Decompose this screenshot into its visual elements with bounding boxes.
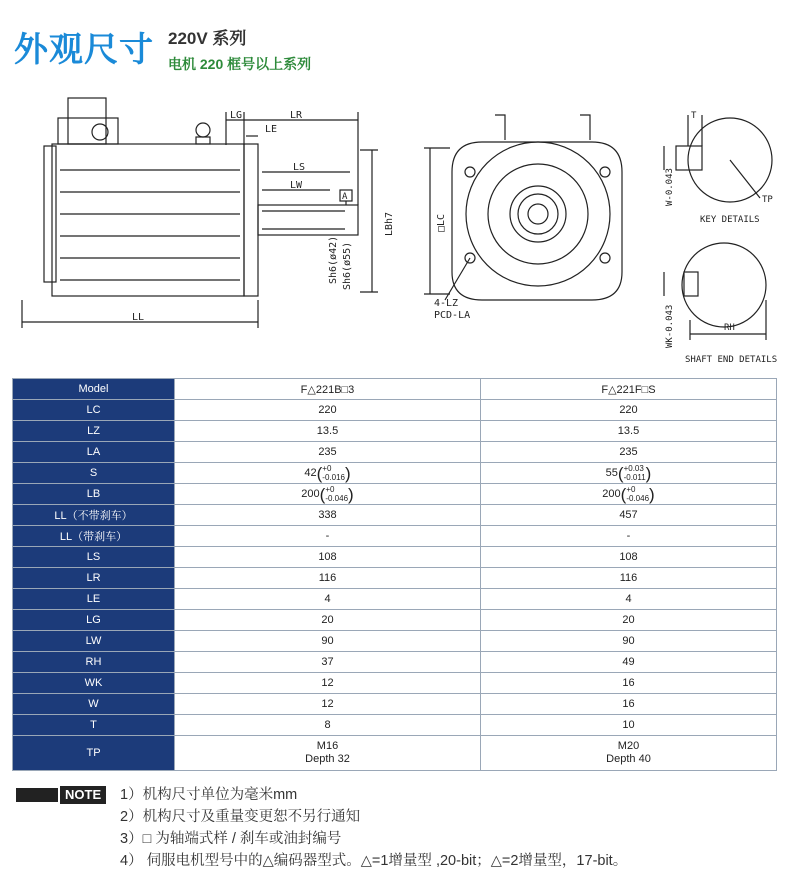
table-cell: 4 [175, 589, 481, 610]
holes-label: 4-LZ [434, 298, 459, 309]
table-row [13, 736, 777, 771]
table-row [13, 589, 777, 610]
w-label: W-0.043 [665, 168, 675, 206]
spec-table-body [13, 400, 777, 771]
page-title: 外观尺寸 [14, 31, 154, 69]
table-cell: 16 [481, 673, 777, 694]
table-cell: 220 [175, 400, 481, 421]
table-cell [175, 736, 481, 771]
row-label: LB [13, 484, 175, 505]
table-cell: 220 [481, 400, 777, 421]
row-label: W [13, 694, 175, 715]
note-item: 3）□ 为轴端式样 / 刹车或油封编号 [120, 831, 342, 847]
tp-label: TP [762, 195, 773, 205]
table-cell: 108 [175, 547, 481, 568]
table-row [13, 421, 777, 442]
table-row [13, 526, 777, 547]
table-header-row [13, 379, 777, 400]
row-label: LG [13, 610, 175, 631]
shaft-dia-label-1: Sh6(ø42) [328, 235, 339, 284]
t-label: T [691, 111, 697, 121]
tolerance-value: 55 ( +0.03 -0.011 ) [605, 463, 652, 483]
table-row [13, 715, 777, 736]
row-label: LL（不带刹车） [13, 505, 175, 526]
lw-label: LW [290, 180, 303, 191]
table-cell: 13.5 [175, 421, 481, 442]
row-label: RH [13, 652, 175, 673]
table-row [13, 400, 777, 421]
row-label: T [13, 715, 175, 736]
table-cell: 49 [481, 652, 777, 673]
row-label: LA [13, 442, 175, 463]
table-cell: 10 [481, 715, 777, 736]
frame-subtitle: 电机 220 框号以上系列 [168, 56, 312, 72]
table-cell: 108 [481, 547, 777, 568]
note-item: 4） 伺服电机型号中的△编码器型式。△=1增量型 ,20-bit；△=2增量型，17-bit。 [120, 853, 628, 869]
table-row [13, 442, 777, 463]
le-label: LE [265, 124, 278, 135]
upper-tolerance: +0 [325, 485, 335, 494]
pcd-label: PCD-LA [434, 310, 471, 321]
notes-list [120, 784, 627, 872]
row-label: LL（带刹车） [13, 526, 175, 547]
table-cell: 13.5 [481, 421, 777, 442]
pencil-icon [16, 788, 58, 802]
table-row [13, 694, 777, 715]
shaft-end-view [664, 243, 766, 340]
table-cell: 235 [481, 442, 777, 463]
table-cell: 116 [481, 568, 777, 589]
table-row [13, 610, 777, 631]
table-row [13, 505, 777, 526]
table-cell: - [481, 526, 777, 547]
lr-label: LR [290, 110, 303, 121]
table-cell [481, 736, 777, 771]
column-header: F△221B□3 [175, 379, 481, 400]
ls-label: LS [293, 162, 306, 173]
row-label: LW [13, 631, 175, 652]
upper-tolerance: +0 [322, 464, 332, 473]
table-cell: 116 [175, 568, 481, 589]
tolerance-value: 200 ( +0 -0.046 ) [602, 484, 655, 504]
table-cell: 16 [481, 694, 777, 715]
nominal-value: 200 [602, 488, 621, 500]
key-details-view [664, 115, 772, 202]
cell-line: Depth 40 [606, 753, 651, 765]
table-cell [175, 484, 481, 505]
rh-label: RH [724, 323, 735, 333]
column-header: F△221F□S [481, 379, 777, 400]
table-cell: 37 [175, 652, 481, 673]
cell-line: Depth 32 [305, 753, 350, 765]
row-label: LZ [13, 421, 175, 442]
table-cell: 4 [481, 589, 777, 610]
front-view [424, 115, 622, 300]
note-item: 2）机构尺寸及重量变更恕不另行通知 [120, 809, 361, 825]
table-cell [481, 484, 777, 505]
row-label: S [13, 463, 175, 484]
key-details-caption: KEY DETAILS [700, 215, 760, 225]
table-cell: - [175, 526, 481, 547]
table-row [13, 652, 777, 673]
cell-line: M20 [617, 740, 640, 752]
datum-label: A [342, 192, 348, 202]
nominal-value: 200 [301, 488, 320, 500]
note-label: NOTE [60, 786, 106, 804]
table-cell: 90 [481, 631, 777, 652]
table-cell: 8 [175, 715, 481, 736]
table-row [13, 463, 777, 484]
lower-tolerance: -0.011 [623, 473, 646, 482]
row-label: LE [13, 589, 175, 610]
ll-label: LL [132, 312, 145, 323]
table-cell: 235 [175, 442, 481, 463]
row-label: LR [13, 568, 175, 589]
shaft-end-caption: SHAFT END DETAILS [685, 355, 778, 365]
row-label: LC [13, 400, 175, 421]
dimension-drawing [0, 80, 790, 375]
lc-label: □LC [436, 213, 447, 232]
table-cell: 20 [175, 610, 481, 631]
row-label: LS [13, 547, 175, 568]
series-label: 220V 系列 [168, 29, 247, 48]
tolerance-value: 200 ( +0 -0.046 ) [301, 484, 354, 504]
row-label: TP [13, 736, 175, 771]
lg-label: LG [230, 110, 243, 121]
table-cell [481, 463, 777, 484]
tolerance-value: 42 ( +0 -0.016 ) [304, 463, 351, 483]
upper-tolerance: +0.03 [623, 464, 644, 473]
lb-label: LBh7 [384, 211, 395, 236]
nominal-value: 55 [605, 467, 618, 479]
table-row [13, 568, 777, 589]
nominal-value: 42 [304, 467, 317, 479]
table-row [13, 631, 777, 652]
table-cell: 12 [175, 694, 481, 715]
lower-tolerance: -0.046 [626, 494, 650, 503]
table-cell: 12 [175, 673, 481, 694]
header-model: Model [13, 379, 175, 400]
lower-tolerance: -0.016 [322, 473, 345, 482]
spec-table [12, 378, 777, 771]
table-row [13, 673, 777, 694]
wk-label: WK-0.043 [665, 304, 675, 348]
side-view [22, 98, 378, 328]
row-label: WK [13, 673, 175, 694]
table-cell: 457 [481, 505, 777, 526]
table-cell: 20 [481, 610, 777, 631]
shaft-dia-label-2: Sh6(ø55) [342, 241, 353, 290]
note-badge [16, 786, 106, 804]
table-row [13, 547, 777, 568]
upper-tolerance: +0 [626, 485, 636, 494]
note-item: 1）机构尺寸单位为毫米mm [120, 787, 298, 803]
table-cell [175, 463, 481, 484]
table-cell: 90 [175, 631, 481, 652]
lower-tolerance: -0.046 [325, 494, 349, 503]
cell-line: M16 [316, 740, 339, 752]
table-cell: 338 [175, 505, 481, 526]
table-row [13, 484, 777, 505]
